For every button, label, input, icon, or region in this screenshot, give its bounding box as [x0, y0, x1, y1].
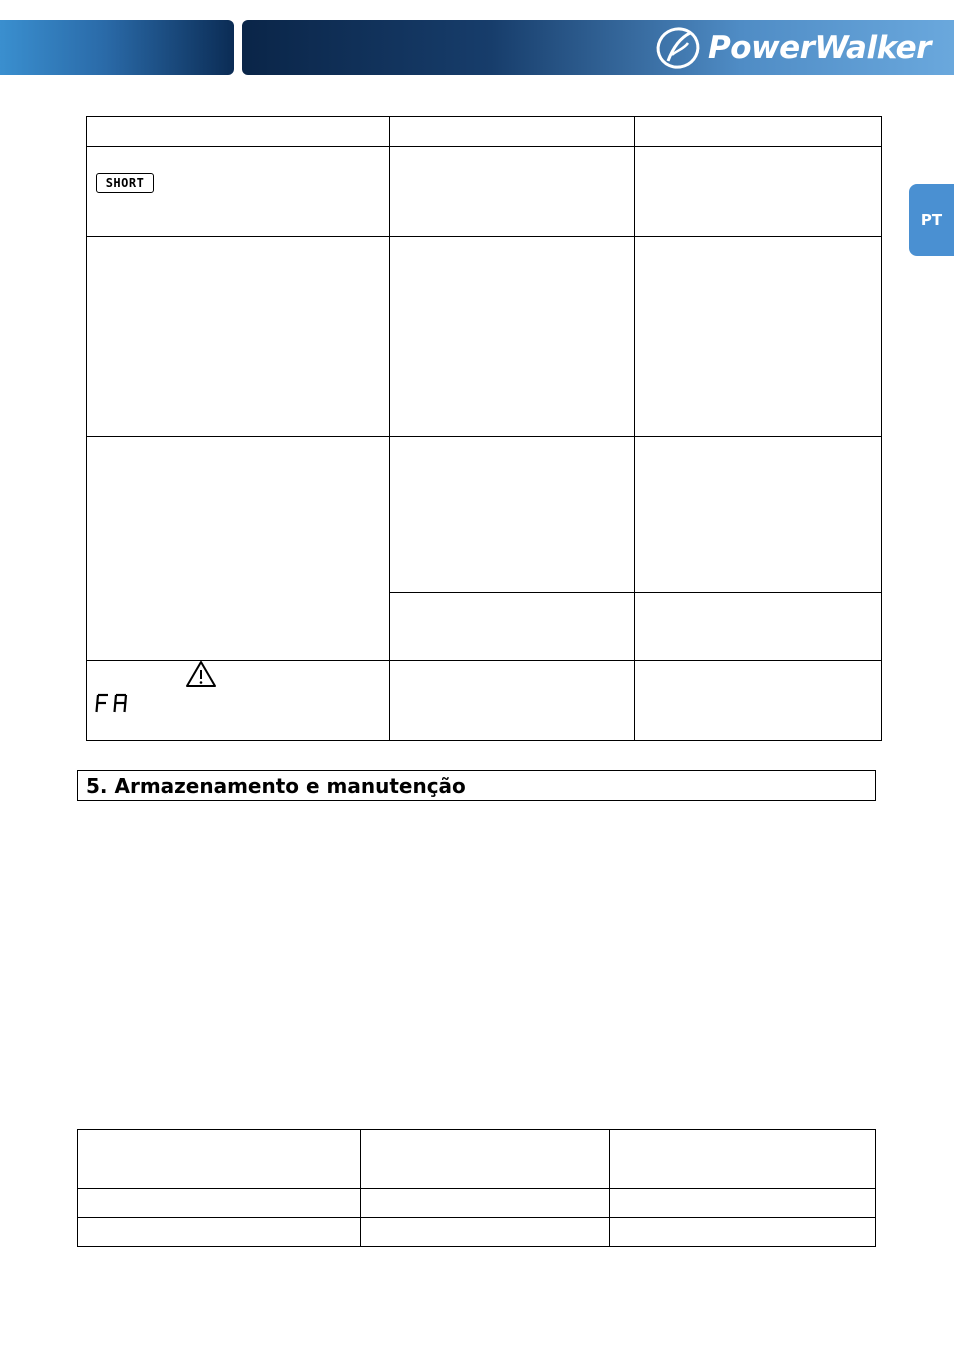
table-header-cell [634, 116, 882, 147]
header-banner-left [0, 20, 234, 75]
table-cell [86, 236, 390, 437]
table-cell [389, 660, 635, 741]
table-cell [389, 436, 635, 593]
table-cell [634, 660, 882, 741]
table-header-cell [86, 116, 390, 147]
language-tab[interactable] [909, 184, 954, 256]
table-header-cell [360, 1129, 610, 1189]
language-tab-label: PT [920, 211, 943, 229]
table-cell [389, 236, 635, 437]
table-cell [360, 1188, 610, 1218]
table-cell [634, 436, 882, 593]
short-indicator [96, 173, 154, 193]
table-cell [389, 592, 635, 661]
table-cell [634, 146, 882, 237]
table-cell [634, 592, 882, 661]
short-indicator-label: SHORT [105, 176, 145, 190]
section-title: 5. Armazenamento e manutenção [86, 774, 466, 798]
brand-logo [654, 24, 954, 72]
table-cell [77, 1188, 361, 1218]
table-cell [634, 236, 882, 437]
table-cell [86, 660, 390, 741]
table-cell [77, 1217, 361, 1247]
brand-name: PowerWalker [708, 30, 931, 66]
table-cell [389, 146, 635, 237]
powerwalker-swirl-icon [654, 25, 702, 71]
fault-code-fa-display [94, 693, 130, 715]
table-cell [360, 1217, 610, 1247]
table-cell [609, 1217, 876, 1247]
table-cell [609, 1188, 876, 1218]
warning-triangle-icon [185, 660, 217, 688]
section-heading-box [77, 770, 876, 801]
table-header-cell [389, 116, 635, 147]
table-header-cell [77, 1129, 361, 1189]
table-header-cell [609, 1129, 876, 1189]
table-cell [86, 436, 390, 661]
